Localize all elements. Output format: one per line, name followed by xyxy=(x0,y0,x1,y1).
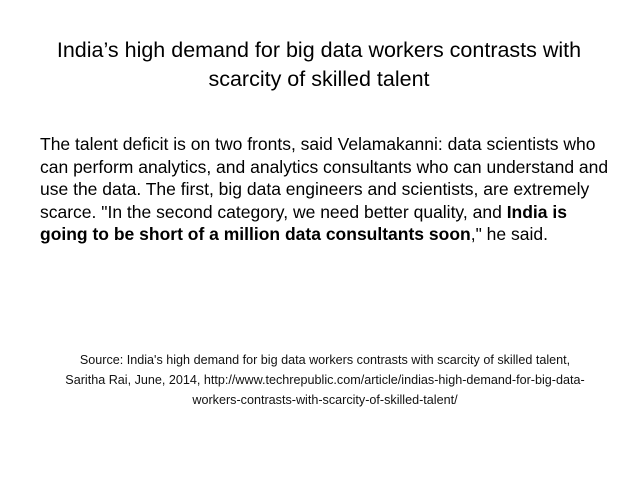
slide-title: India’s high demand for big data workers contrasts with scarcity of skilled talent xyxy=(56,38,582,91)
body-bold-quote: India is going to be short of a million data consultants soon xyxy=(40,201,567,245)
body-text-before-bold: The talent deficit is on two fronts, said Velamakanni: data scientists who can perform analytics, and analytics consultants who can understand and use the data. The first, big data engineers and scientists, are extremely scarce. "In the second category, we need better quality, and xyxy=(40,134,609,222)
source-citation: Source: India's high demand for big data workers contrasts with scarcity of skilled talent, Saritha Rai, June, 2014, http://www.techrepublic.com/article/indias-high-demand-for-big-data-workers-contrasts-with-scarcity-of-skilled-talent/ xyxy=(65,353,585,407)
body-paragraph xyxy=(40,133,615,246)
body-text-after-bold: ," he said. xyxy=(470,224,548,245)
